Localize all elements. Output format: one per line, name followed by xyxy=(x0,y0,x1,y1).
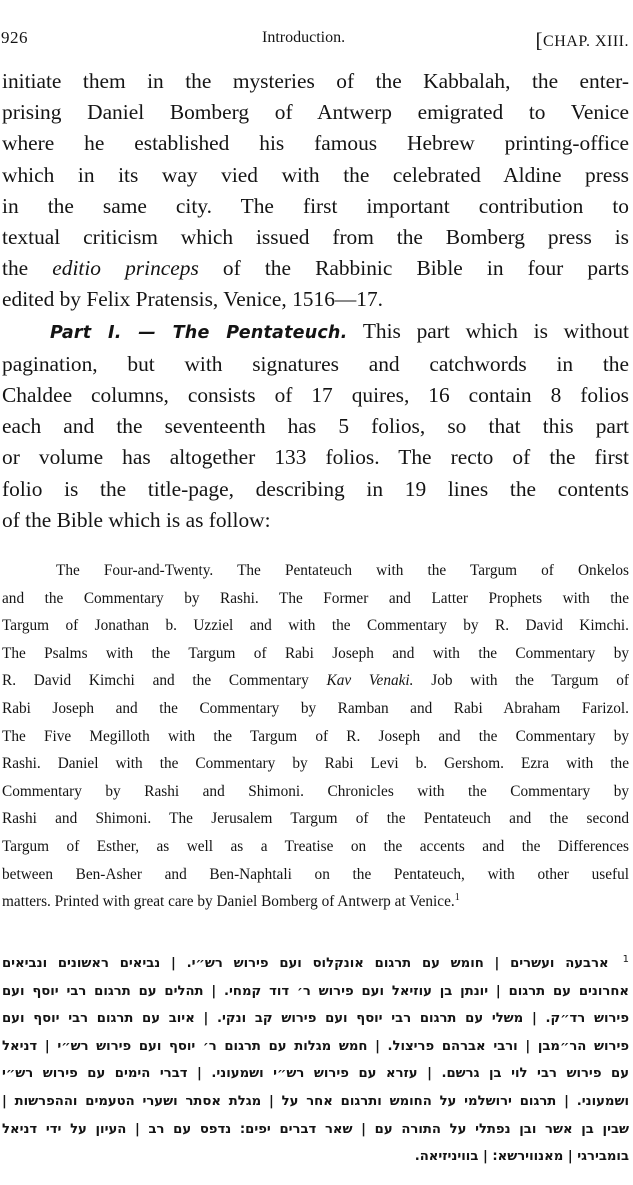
footnote-line: ושמעוני. | תרגום ירושלמי על החומש ותרגום אחר על | מגלת אסתר ושערי הטעמים וההפרשות | xyxy=(2,1093,629,1109)
footnote-line: פירוש רד״ק. | משלי עם תרגום רבי יוסף ועם פירוש קב ונקי. | איוב עם תרגום רבי יוסף ועם xyxy=(2,1011,629,1027)
text-line: of the Bible which is as follow: xyxy=(2,507,271,532)
quote-line xyxy=(2,667,629,695)
text-line: prising Daniel Bomberg of Antwerp emigrated to Venice xyxy=(2,100,629,125)
quote-line: The Psalms with the Targum of Rabi Joseph and with the Commentary by xyxy=(2,644,629,662)
text-line: each and the seventeenth has 5 folios, so that this part xyxy=(2,414,629,439)
body-text xyxy=(2,66,629,536)
page-number: 926 xyxy=(1,28,28,47)
quote-line: The Five Megilloth with the Targum of R. Joseph and the Commentary by xyxy=(2,727,629,745)
text-line: Chaldee columns, consists of 17 quires, 16 contain 8 folios xyxy=(2,383,629,408)
text-fragment: ארבעה ועשרים | חומש עם תרגום אונקלוס ועם פירוש רש״י. | נביאים ראשונים ונביאים xyxy=(2,956,609,971)
running-head xyxy=(0,22,633,52)
text-line: edited by Felix Pratensis, Venice, 1516—17. xyxy=(2,287,384,312)
quote-line: between Ben-Asher and Ben-Naphtali on the Pentateuch, with other useful xyxy=(2,865,629,883)
quote-line: Targum of Jonathan b. Uzziel and with the Commentary by R. David Kimchi. xyxy=(2,617,629,635)
quote-line: and the Commentary by Rashi. The Former and Latter Prophets with the xyxy=(2,589,629,607)
footnote-line: שבין בן אשר ובן נפתלי על התורה עם | שאר דברים יפים: נדפס עם רב | העיון על ידי דניאל xyxy=(2,1121,629,1137)
text-line: in the same city. The first important contribution to xyxy=(2,193,629,218)
footnote-line xyxy=(2,950,629,978)
text-line: which in its way vied with the celebrated Aldine press xyxy=(2,162,629,187)
section-heading: Part I. — The Pentateuch. xyxy=(50,322,348,343)
text-fragment: of the Rabbinic Bible in four parts xyxy=(198,256,630,281)
footnote-line: בומבירגי | מאנווירשא: | בוויניזיאה. xyxy=(414,1149,629,1165)
title-page-translation xyxy=(2,557,629,916)
footnote-line: פירוש הר״מבן | ורבי אברהם פריצול. | חמש מגלות עם תרגום ר׳ יוסף ועם פירוש רש״י | דניאל xyxy=(2,1038,629,1054)
quote-line: Commentary by Rashi and Shimoni. Chronicles with the Commentary by xyxy=(2,782,629,800)
italic-title: Kav Venaki. xyxy=(326,672,414,690)
footnote-marker[interactable]: 1 xyxy=(454,892,460,904)
running-title: Introduction. xyxy=(262,29,346,46)
chapter-reference: [CHAP. XIII. xyxy=(535,28,629,52)
chapter-label: CHAP. XIII. xyxy=(543,33,629,50)
text-line: folio is the title-page, describing in 19 lines the contents xyxy=(2,476,629,501)
text-fragment: R. David Kimchi and the Commentary xyxy=(2,672,327,690)
text-line xyxy=(2,253,629,284)
italic-title: editio princeps xyxy=(52,256,199,281)
text-line: pagination, but with signatures and catchwords in the xyxy=(2,351,629,376)
text-fragment: the xyxy=(2,256,53,281)
hebrew-footnote xyxy=(2,950,629,1171)
footnote-line: עם פירוש רבי לוי בן גרשם. | עזרא עם פירוש רש״י ושמעוני. | דברי הימים עם פירוש רש״י xyxy=(2,1066,629,1082)
text-line: or volume has altogether 133 folios. The recto of the first xyxy=(2,445,629,470)
footnote-number: 1 xyxy=(622,953,629,965)
text-line xyxy=(2,316,629,349)
quote-line: The Four-and-Twenty. The Pentateuch with the Targum of Onkelos xyxy=(56,562,629,579)
footnote-line: אחרונים עם תרגום | יונתן בן עוזיאל ועם פירוש ר׳ דוד קמחי. | תהלים עם תרגום רבי יוסף ועם xyxy=(2,983,629,999)
quote-line: Rabi Joseph and the Commentary by Ramban and Rabi Abraham Farizol. xyxy=(2,699,629,717)
text-fragment: Job with the Targum of xyxy=(413,672,629,690)
quote-line: Rashi. Daniel with the Commentary by Rabi Levi b. Gershom. Ezra with the xyxy=(2,755,629,773)
quote-line: Rashi and Shimoni. The Jerusalem Targum of the Pentateuch and the second xyxy=(2,810,629,828)
text-line: where he established his famous Hebrew printing-office xyxy=(2,131,629,156)
quote-line xyxy=(2,888,629,916)
quote-line: Targum of Esther, as well as a Treatise on the accents and the Differences xyxy=(2,837,629,855)
text-fragment: matters. Printed with great care by Daniel Bomberg of Antwerp at Venice. xyxy=(2,893,455,911)
text-line: initiate them in the mysteries of the Kabbalah, the enter- xyxy=(2,69,629,93)
text-line: textual criticism which issued from the Bomberg press is xyxy=(2,225,629,250)
text-fragment: This part which is without xyxy=(347,318,630,343)
